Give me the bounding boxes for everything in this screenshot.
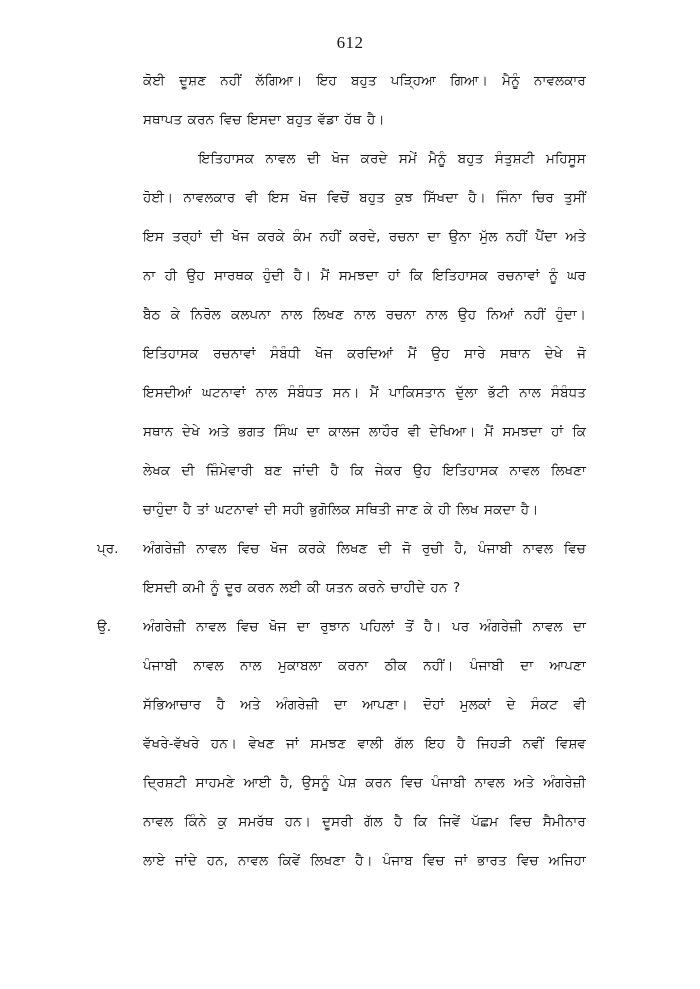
word: ਹੱਥ bbox=[344, 112, 362, 128]
word: ਕਰਨ bbox=[187, 112, 214, 128]
word: ਬਹੁਤ bbox=[359, 190, 385, 206]
word: ਹੁੰਦਾ। bbox=[555, 307, 586, 323]
word: ਦ੍ਰਿਸ਼ਟੀ bbox=[143, 775, 187, 791]
word: ਕਿ bbox=[350, 463, 364, 479]
word: ਕਲਪਨਾ bbox=[230, 307, 271, 323]
word: ਨਾਲ bbox=[354, 307, 376, 323]
word: ਵਿਚ bbox=[516, 853, 539, 869]
word: ਨਾਲ bbox=[426, 307, 448, 323]
word: ਨਾਵਲ bbox=[265, 151, 296, 167]
word: ਉਹ bbox=[457, 307, 477, 323]
word: ਹਾਂ bbox=[387, 268, 400, 284]
word: ਹਨ bbox=[430, 580, 448, 596]
word: ਸਮਝਣ bbox=[310, 736, 346, 752]
word: ਚਾਹੀਦੇ bbox=[390, 580, 426, 596]
word: ਸਮਝਦਾ bbox=[338, 268, 379, 284]
word: ਭਾਰਤ bbox=[477, 853, 507, 869]
text-column bbox=[97, 62, 586, 881]
word: ਇਸਦੀ bbox=[143, 580, 178, 596]
word: ਲਾਏ bbox=[143, 853, 166, 869]
word: ਅੰਗਰੇਜ਼ੀ bbox=[143, 541, 186, 557]
word: ਕਰਦੇ, bbox=[349, 229, 381, 245]
word: ਕਮੀ bbox=[182, 580, 205, 596]
word: ਹਾਂ bbox=[551, 424, 564, 440]
word: ਸਥਾਨ bbox=[500, 346, 531, 362]
word: ਹੀ bbox=[438, 502, 451, 518]
word: ਸੰਬੰਧਤ bbox=[551, 385, 586, 401]
word: ਨਹੀਂ। bbox=[423, 658, 454, 674]
word: ਤਰ੍ਹਾਂ bbox=[172, 229, 202, 245]
word: ਪੜ੍ਹਿਆ bbox=[390, 73, 436, 89]
word: ਚਿਰ bbox=[531, 190, 554, 206]
word: ਕਾਲਜ bbox=[328, 424, 360, 440]
word: ਕਿ bbox=[413, 814, 428, 830]
text-line bbox=[143, 491, 586, 530]
word: ਜਾਂ bbox=[286, 736, 299, 752]
word: ਹਨ। bbox=[210, 736, 237, 752]
word: ਕਰਨ bbox=[247, 580, 275, 596]
word: ਇਤਿਹਾਸਕ bbox=[143, 346, 199, 362]
word: ਮੈਂ bbox=[369, 385, 379, 401]
qa-marker: ਪ੍ਰ. bbox=[97, 541, 119, 557]
text-line bbox=[143, 647, 586, 686]
word: ਹਨ। bbox=[284, 814, 311, 830]
text-line bbox=[143, 569, 586, 608]
word: ਦੇਖੇ bbox=[544, 346, 563, 362]
text-line bbox=[143, 842, 586, 881]
word: ਇਤਿਹਾਸਕ bbox=[432, 268, 488, 284]
word: ਅੰਗਰੇਜ਼ੀ bbox=[543, 775, 586, 791]
word: ਦੀ bbox=[307, 151, 321, 167]
word: ਕਿੰਨੇ bbox=[184, 814, 207, 830]
word: ਖੋਜ bbox=[270, 541, 288, 557]
word: ਹੈ bbox=[216, 697, 225, 713]
word: ਜਿਹੜੀ bbox=[476, 736, 512, 752]
word: ਹੈ bbox=[330, 463, 339, 479]
word: ਵੱਖਰੇ-ਵੱਖਰੇ bbox=[143, 736, 200, 752]
word: ਆਪਣਾ bbox=[549, 658, 586, 674]
word: ਭੱਟੀ bbox=[487, 385, 510, 401]
word: ਦੁੱਲਾ bbox=[455, 385, 478, 401]
word: ਅਤੇ bbox=[565, 229, 586, 245]
word: ਜੋ bbox=[402, 541, 412, 557]
word: ਕੁ bbox=[217, 814, 228, 830]
word: ਨਾਵਲ bbox=[238, 853, 269, 869]
word: ਦੇਖਿਆ। bbox=[429, 424, 476, 440]
word: ਇਸ bbox=[143, 229, 164, 245]
word: ਵਿਚ bbox=[400, 775, 423, 791]
word: ਦੀ bbox=[210, 229, 224, 245]
word: ਵਿਚ bbox=[422, 853, 445, 869]
word: ਕਰਦਿਆਂ bbox=[347, 346, 394, 362]
qa-block bbox=[97, 530, 586, 608]
word: ਖੋਜ bbox=[231, 229, 250, 245]
word: ਮੈਂ bbox=[407, 346, 417, 362]
word: ਕਰਨੇ bbox=[358, 580, 385, 596]
text-line bbox=[143, 140, 586, 179]
word: ਆਈ bbox=[243, 775, 272, 791]
word: ਕਰਕੇ bbox=[257, 229, 285, 245]
word: ਜਾਂ bbox=[454, 853, 468, 869]
word: ਲਿਖ bbox=[456, 502, 479, 518]
word: ਬੈਠ bbox=[143, 307, 161, 323]
word: ਖੋਜ bbox=[331, 151, 350, 167]
word: ਨੂੰ bbox=[210, 580, 220, 596]
word: ਨਾਵਲ bbox=[196, 541, 227, 557]
text-line bbox=[143, 257, 586, 296]
text-line bbox=[143, 452, 586, 491]
word: ਇਸਦੀਆਂ bbox=[143, 385, 192, 401]
paragraph-indent bbox=[143, 140, 187, 179]
text-line bbox=[143, 608, 586, 647]
word: ਤਾਂ bbox=[196, 502, 210, 518]
word: ਜੋ bbox=[577, 346, 586, 362]
text-line bbox=[143, 296, 586, 335]
word: ਕਰਕੇ bbox=[298, 541, 326, 557]
word: ਸਿੱਖਦਾ bbox=[423, 190, 459, 206]
text-line bbox=[143, 335, 586, 374]
word: ਜਾਂਦੀ bbox=[293, 463, 320, 479]
word: ਹੈ। bbox=[293, 268, 312, 284]
word: ਦੂਰ bbox=[224, 580, 243, 596]
word: ਕਿ bbox=[572, 424, 586, 440]
word: ਦੀ bbox=[181, 463, 195, 479]
word: ਸੈਮੀਨਾਰ bbox=[542, 814, 586, 830]
word: ਬਹੁਤ bbox=[457, 151, 484, 167]
word: ਮੁਲਕਾਂ bbox=[459, 697, 492, 713]
word: ਇਹ bbox=[316, 73, 337, 89]
word: ਹੋਈ। bbox=[143, 190, 174, 206]
word: ਇਤਿਹਾਸਕ bbox=[198, 151, 255, 167]
word: ਦਾ bbox=[520, 658, 534, 674]
word: ਵੇਖਣ bbox=[248, 736, 275, 752]
word: ਸੰਕਟ bbox=[530, 697, 558, 713]
word: ਉਸਨੂੰ bbox=[301, 775, 330, 791]
word: ਕਿ bbox=[409, 268, 423, 284]
word: ਹੁੰਦੀ bbox=[262, 268, 285, 284]
word: ਨੂੰ bbox=[549, 268, 558, 284]
word: ਵਿਚ bbox=[237, 541, 260, 557]
word: ਸਾਹਮਣੇ bbox=[195, 775, 235, 791]
word: ਰੁਝਾਨ bbox=[320, 619, 350, 635]
word: ਵਿਚ bbox=[563, 541, 586, 557]
word: ਲਾਹੌਰ bbox=[368, 424, 399, 440]
text-line bbox=[143, 764, 586, 803]
word: ਦੇ bbox=[506, 697, 516, 713]
text-line bbox=[143, 62, 586, 101]
word: ਨਾਵਲ bbox=[143, 814, 174, 830]
word: ਅਤੇ bbox=[208, 424, 230, 440]
text-line bbox=[143, 413, 586, 452]
word: ਪਰ bbox=[451, 619, 470, 635]
word: ਤੁਸੀਂ bbox=[564, 190, 586, 206]
word: ਲੇਖਕ bbox=[143, 463, 171, 479]
word: ਲਈ bbox=[279, 580, 302, 596]
word: ? bbox=[452, 580, 461, 596]
word: ਕਰਨਾ bbox=[338, 658, 369, 674]
word: ਸਥਾਨ bbox=[143, 424, 174, 440]
word: ਦੂਸ਼ਣ bbox=[179, 73, 207, 89]
word: ਵਿਚ bbox=[236, 619, 259, 635]
word: ਉਨਾ bbox=[448, 229, 471, 245]
word: ਹੈ bbox=[393, 814, 403, 830]
text-line bbox=[143, 725, 586, 764]
word: ਹੀ bbox=[164, 268, 178, 284]
word: ਨਾਵਲ bbox=[196, 619, 227, 635]
word: ਵਾਲੀ bbox=[357, 736, 384, 752]
text-line bbox=[143, 803, 586, 842]
paragraph-block bbox=[97, 140, 586, 530]
word: ਮੈਨੂੰ bbox=[428, 151, 447, 167]
word: ਮੈਂ bbox=[484, 424, 494, 440]
word: ਯਤਨ bbox=[325, 580, 354, 596]
word: ਨਾਵਲ bbox=[509, 463, 540, 479]
word: ਨਿਰੋਲ bbox=[190, 307, 221, 323]
word: ਘਟਨਾਵਾਂ bbox=[214, 502, 259, 518]
word: ਦੂਸਰੀ bbox=[322, 814, 353, 830]
word: ਸਿੰਘ bbox=[274, 424, 298, 440]
word: ਬਣ bbox=[264, 463, 282, 479]
word: ਦਾ bbox=[427, 229, 441, 245]
word: ਅਤੇ bbox=[513, 775, 535, 791]
text-line bbox=[143, 374, 586, 413]
word: ਖੋਜ bbox=[268, 619, 287, 635]
word: ਕੀ bbox=[306, 580, 321, 596]
word: ਜਿੰਨਾ bbox=[496, 190, 522, 206]
word: ਬਹੁਤ bbox=[286, 112, 313, 128]
word: ਮੈਂ bbox=[320, 268, 330, 284]
word: ਕਿਵੇਂ bbox=[278, 853, 301, 869]
word: ਉਹ bbox=[413, 463, 432, 479]
word: ਪੰਜਾਬ bbox=[382, 853, 413, 869]
word: ਦਾ bbox=[573, 619, 586, 635]
word: ਘਰ bbox=[567, 268, 586, 284]
word: ਸਨ। bbox=[332, 385, 360, 401]
word: ਹੈ bbox=[182, 502, 192, 518]
word: ਵੱਡਾ bbox=[317, 112, 339, 128]
word: ਦੋਹਾਂ bbox=[423, 697, 445, 713]
word: ਨਹੀਂ bbox=[220, 73, 242, 89]
word: ਮੁੱਲ bbox=[479, 229, 498, 245]
word: ਜ਼ਿੰਮੇਵਾਰੀ bbox=[205, 463, 254, 479]
qa-marker: ਉ. bbox=[97, 619, 112, 635]
word: ਕੋਈ bbox=[143, 73, 165, 89]
block-body bbox=[143, 608, 586, 881]
word: ਭਗਤ bbox=[238, 424, 265, 440]
word: ਇਹ bbox=[424, 736, 446, 752]
word: ਸਮੇਂ bbox=[398, 151, 417, 167]
word: ਹੈ, bbox=[454, 541, 468, 557]
word: ਚਾਹੁੰਦਾ bbox=[143, 502, 178, 518]
word: ਲਿਖਣ bbox=[336, 541, 368, 557]
word: ਨਾਲ bbox=[519, 385, 541, 401]
word: ਜਾਂਦੇ bbox=[175, 853, 197, 869]
word: ਕੇ bbox=[170, 307, 180, 323]
word: ਮੁਕਾਬਲਾ bbox=[277, 658, 322, 674]
word: ਨਾਵਲ bbox=[193, 658, 224, 674]
word: ਆਪਣਾ। bbox=[362, 697, 408, 713]
word: ਨਾਵਲ bbox=[474, 775, 505, 791]
word: ਪੰਜਾਬੀ bbox=[477, 541, 513, 557]
word: ਗਿਆ। bbox=[450, 73, 488, 89]
word: ਨਾਵਲ bbox=[522, 541, 554, 557]
word: ਕੁਝ bbox=[395, 190, 413, 206]
word: ਇਤਿਹਾਸਕ bbox=[442, 463, 499, 479]
word: ਪੇਸ਼ bbox=[338, 775, 357, 791]
qa-block bbox=[97, 608, 586, 881]
word: ਹਨ, bbox=[206, 853, 229, 869]
word: ਦਾ bbox=[306, 424, 320, 440]
word: ਨਵੀਂ bbox=[522, 736, 544, 752]
word: ਨਹੀਂ bbox=[524, 307, 546, 323]
word: ਲਿਖਣ bbox=[312, 307, 344, 323]
word: ਹੈ। bbox=[520, 502, 539, 518]
word: ਭੁਗੋਲਿਕ bbox=[309, 502, 351, 518]
word: ਰੁਚੀ bbox=[421, 541, 444, 557]
word: ਜੇਕਰ bbox=[375, 463, 402, 479]
word: ਵੀ bbox=[573, 697, 586, 713]
word: ਦੀ bbox=[263, 502, 278, 518]
word: ਲੱਗਿਆ। bbox=[255, 73, 303, 89]
word: ਸੰਤੁਸ਼ਟੀ bbox=[494, 151, 535, 167]
word: ਨਾਵਲਕਾਰ bbox=[534, 73, 586, 89]
word: ਨਾਵਲ bbox=[532, 619, 563, 635]
word: ਵਿਚ bbox=[509, 814, 532, 830]
word: ਵਿਸ਼ਵ bbox=[555, 736, 586, 752]
text-line bbox=[143, 179, 586, 218]
word: ਪੰਜਾਬੀ bbox=[469, 658, 504, 674]
word: ਕਰਦੇ bbox=[360, 151, 388, 167]
word: ਇਸ bbox=[268, 190, 290, 206]
text-line bbox=[143, 530, 586, 569]
page-number: 612 bbox=[336, 33, 364, 52]
word: ਮਹਿਸੂਸ bbox=[546, 151, 586, 167]
word: ਪੱਛਮ bbox=[471, 814, 499, 830]
word: ਹੈ। bbox=[355, 853, 373, 869]
word: ਕੇ bbox=[423, 502, 433, 518]
paragraph-block bbox=[97, 62, 586, 140]
word: ਹੈ। bbox=[366, 112, 385, 128]
word: ਅਜਿਹਾ bbox=[548, 853, 586, 869]
word: ਸੱਭਿਆਚਾਰ bbox=[143, 697, 202, 713]
word: ਵਿਚੋਂ bbox=[326, 190, 350, 206]
word: ਨਹੀਂ bbox=[506, 229, 527, 245]
word: ਸੰਬੰਧੀ bbox=[270, 346, 301, 362]
word: ਸਥਿਤੀ bbox=[355, 502, 391, 518]
word: ਵਿਚ bbox=[219, 112, 242, 128]
word: ਹੈ। bbox=[468, 190, 486, 206]
word: ਠੀਕ bbox=[384, 658, 407, 674]
word: ਸਮਰੱਥ bbox=[238, 814, 274, 830]
block-body bbox=[143, 530, 586, 608]
word: ਦੇਖੇ bbox=[182, 424, 200, 440]
word: ਸਕਦਾ bbox=[483, 502, 516, 518]
word: ਕੰਮ bbox=[293, 229, 312, 245]
word: ਇਸਦਾ bbox=[247, 112, 281, 128]
word: ਰਚਨਾ bbox=[388, 229, 419, 245]
word: ਸਥਾਪਤ bbox=[143, 112, 183, 128]
word: ਜਾਣ bbox=[396, 502, 418, 518]
word: ਜਿਵੇਂ bbox=[438, 814, 461, 830]
word: ਨਹੀਂ bbox=[319, 229, 341, 245]
word: ਵੀ bbox=[245, 190, 258, 206]
word: ਲਿਖਣਾ bbox=[310, 853, 346, 869]
word: ਤੋਂ bbox=[404, 619, 414, 635]
text-line bbox=[143, 218, 586, 257]
word: ਦਾ bbox=[296, 619, 310, 635]
text-line bbox=[143, 686, 586, 725]
word: ਦਾ bbox=[334, 697, 347, 713]
word: ਪਾਕਿਸਤਾਨ bbox=[388, 385, 446, 401]
text-line bbox=[143, 101, 586, 140]
word: ਸਾਰੇ bbox=[464, 346, 486, 362]
word: ਹੈ। bbox=[424, 619, 442, 635]
word: ਪੰਜਾਬੀ bbox=[143, 658, 178, 674]
word: ਸੰਬੰਧਤ bbox=[287, 385, 323, 401]
word: ਉਹ bbox=[431, 346, 450, 362]
word: ਨਿਆਂ bbox=[486, 307, 515, 323]
word: ਹੈ bbox=[456, 736, 466, 752]
word: ਘਟਨਾਵਾਂ bbox=[202, 385, 246, 401]
word: ਪੰਜਾਬੀ bbox=[431, 775, 466, 791]
word: ਕਰਨ bbox=[365, 775, 392, 791]
block-body bbox=[143, 62, 586, 140]
word: ਗੱਲ bbox=[394, 736, 414, 752]
word: ਰਚਨਾ bbox=[385, 307, 416, 323]
word: ਪੈਂਦਾ bbox=[535, 229, 558, 245]
word: ਮੈਨੂੰ bbox=[502, 73, 520, 89]
word: ਵੀ bbox=[407, 424, 421, 440]
word: ਸਮਝਦਾ bbox=[502, 424, 543, 440]
word: ਹੈ, bbox=[280, 775, 293, 791]
word: ਪਹਿਲਾਂ bbox=[359, 619, 395, 635]
word: ਖੋਜ bbox=[315, 346, 333, 362]
word: ਸਹੀ bbox=[282, 502, 305, 518]
word: ਸਾਰਥਕ bbox=[214, 268, 254, 284]
word: ਗੱਲ bbox=[364, 814, 383, 830]
block-body bbox=[143, 140, 586, 530]
word: ਰਚਨਾਵਾਂ bbox=[497, 268, 540, 284]
word: ਨਾਲ bbox=[240, 658, 262, 674]
word: ਨਾਲ bbox=[255, 385, 278, 401]
word: ਨਾ bbox=[143, 268, 156, 284]
word: ਅੰਗਰੇਜ਼ੀ bbox=[276, 697, 319, 713]
word: ਨਾਵਲਕਾਰ bbox=[183, 190, 236, 206]
word: ਦੀ bbox=[378, 541, 392, 557]
word: ਅੰਗਰੇਜ਼ੀ bbox=[143, 619, 186, 635]
word: ਲਿਖਣਾ bbox=[550, 463, 586, 479]
word: ਉਹ bbox=[186, 268, 205, 284]
word: ਬਹੁਤ bbox=[350, 73, 377, 89]
word: ਅਤੇ bbox=[240, 697, 261, 713]
word: ਖੋਜ bbox=[299, 190, 317, 206]
word: ਅੰਗਰੇਜ਼ੀ bbox=[479, 619, 523, 635]
word: ਰਚਨਾਵਾਂ bbox=[213, 346, 256, 362]
word: ਨਾਲ bbox=[280, 307, 303, 323]
